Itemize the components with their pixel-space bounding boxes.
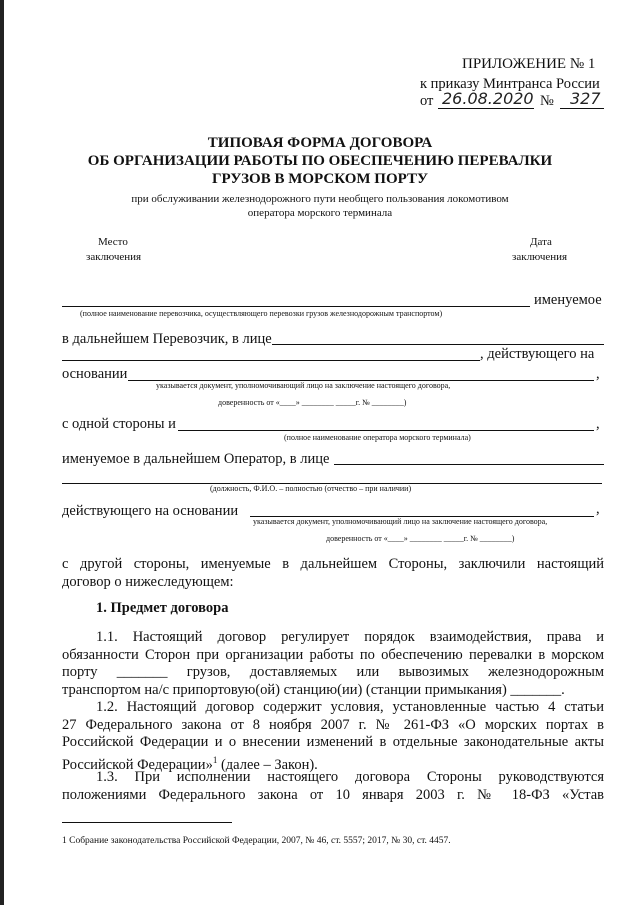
clause-1-3-line-2: положениями Федерального закона от 10 января 2003 г. № 18-ФЗ «Устав: [62, 786, 604, 803]
carrier-hint: (полное наименование перевозчика, осуществляющего перевозки грузов железнодорожным транспортом): [80, 309, 443, 318]
clause-1-3-line-1: 1.3. При исполнении настоящего договора Стороны руководствуются: [96, 769, 604, 785]
clause-1-2-line-1: 1.2. Настоящий договор содержит условия, установленные частью 4 статьи: [96, 699, 604, 715]
order-number: 327: [570, 89, 601, 108]
clause-1-2-line-2: 27 Федерального закона от 8 ноября 2007 г. № 261-ФЗ «О морских портах в: [62, 716, 604, 733]
clause-1-1-line-3: порту _______ грузов, доставляемых или вывозимых железнодорожным: [62, 664, 604, 680]
date-label-1: Дата: [530, 236, 552, 248]
carrier-name-field[interactable]: [62, 306, 530, 307]
order-date-underline: [438, 108, 534, 109]
clause-1-2-line-4-a: Российской Федерации»: [62, 756, 213, 773]
place-label-2: заключения: [86, 251, 142, 263]
doc-subtitle-line2: оператора морского терминала: [247, 207, 393, 219]
footnote-separator: [62, 822, 232, 823]
section-heading: 1. Предмет договора: [96, 600, 229, 616]
doc-hint-2: указывается документ, уполномочивающий лицо на заключение настоящего договора,: [253, 517, 548, 526]
clause-1-1-line-2: обязанности Сторон при организации работы по обеспечению перевалки в морском: [62, 646, 604, 663]
number-prefix: №: [540, 93, 554, 109]
other-side-line-2: договор о нижеследующем:: [62, 573, 234, 590]
carrier-face-text: в дальнейшем Перевозчик, в лице: [62, 331, 272, 347]
footnote-text: 1 Собрание законодательства Российской Федерации, 2007, № 46, ст. 5557; 2017, № 30, ст. 4457.: [62, 836, 451, 846]
operator-face-text: именуемое в дальнейшем Оператор, в лице: [62, 451, 330, 467]
clause-1-2-line-3: Российской Федерации и о внесении изменений в отдельные законодательные акты: [62, 734, 604, 750]
basis-text: основании: [62, 366, 128, 382]
clause-1-1-line-4: транспортом на/с припортовую(ой) станцию(ии) (станции примыкания) _______.: [62, 681, 565, 698]
position-hint: (должность, Ф.И.О. – полностью (отчество – при наличии): [210, 484, 412, 493]
date-prefix: от: [420, 93, 434, 109]
doc-subtitle-line1: при обслуживании железнодорожного пути необщего пользования локомотивом: [131, 193, 509, 205]
one-side-text: с одной стороны и: [62, 416, 176, 432]
date-label-2: заключения: [512, 251, 568, 263]
power-of-attorney: доверенность от «____» ________ _____г. № ________): [218, 398, 407, 407]
power-of-attorney-2: доверенность от «____» ________ _____г. № ________): [326, 534, 515, 543]
clause-1-2-line-4-b: (далее – Закон).: [217, 756, 318, 773]
order-date: 26.08.2020: [442, 89, 534, 108]
appendix-label: ПРИЛОЖЕНИЕ № 1: [462, 56, 596, 72]
doc-title-line2: ОБ ОРГАНИЗАЦИИ РАБОТЫ ПО ОБЕСПЕЧЕНИЮ ПЕРЕВАЛКИ: [87, 153, 553, 169]
doc-title-line1: ТИПОВАЯ ФОРМА ДОГОВОРА: [207, 135, 433, 151]
operator-basis-comma: ,: [596, 501, 600, 517]
doc-title-line3: ГРУЗОВ В МОРСКОМ ПОРТУ: [211, 171, 428, 187]
clause-1-2: [62, 699, 604, 774]
clause-1-1-line-1: 1.1. Настоящий договор регулирует порядок взаимодействия, права и: [96, 629, 604, 645]
carrier-representative-field[interactable]: [272, 344, 604, 345]
order-number-underline: [560, 108, 604, 109]
acting-basis-text: действующего на основании: [62, 503, 239, 519]
operator-hint: (полное наименование оператора морского терминала): [284, 433, 471, 442]
other-side-line-1: с другой стороны, именуемые в дальнейшем Стороны, заключили настоящий: [62, 556, 604, 572]
carrier-position-field[interactable]: [62, 360, 480, 361]
place-label-1: Место: [98, 236, 128, 248]
doc-hint: указывается документ, уполномочивающий лицо на заключение настоящего договора,: [156, 381, 451, 390]
named-text: именуемое: [534, 292, 602, 308]
footnote-ref[interactable]: 1: [212, 754, 218, 765]
order-line: к приказу Минтранса России: [420, 76, 600, 92]
operator-name-field[interactable]: [178, 430, 594, 431]
clause-1-3: [62, 769, 604, 804]
basis-comma: ,: [596, 366, 600, 382]
operator-comma: ,: [596, 416, 600, 432]
operator-representative-field[interactable]: [334, 464, 604, 465]
clause-1-1: [62, 629, 604, 699]
acting-text: , действующего на: [480, 346, 595, 362]
other-side-paragraph: [62, 556, 604, 591]
